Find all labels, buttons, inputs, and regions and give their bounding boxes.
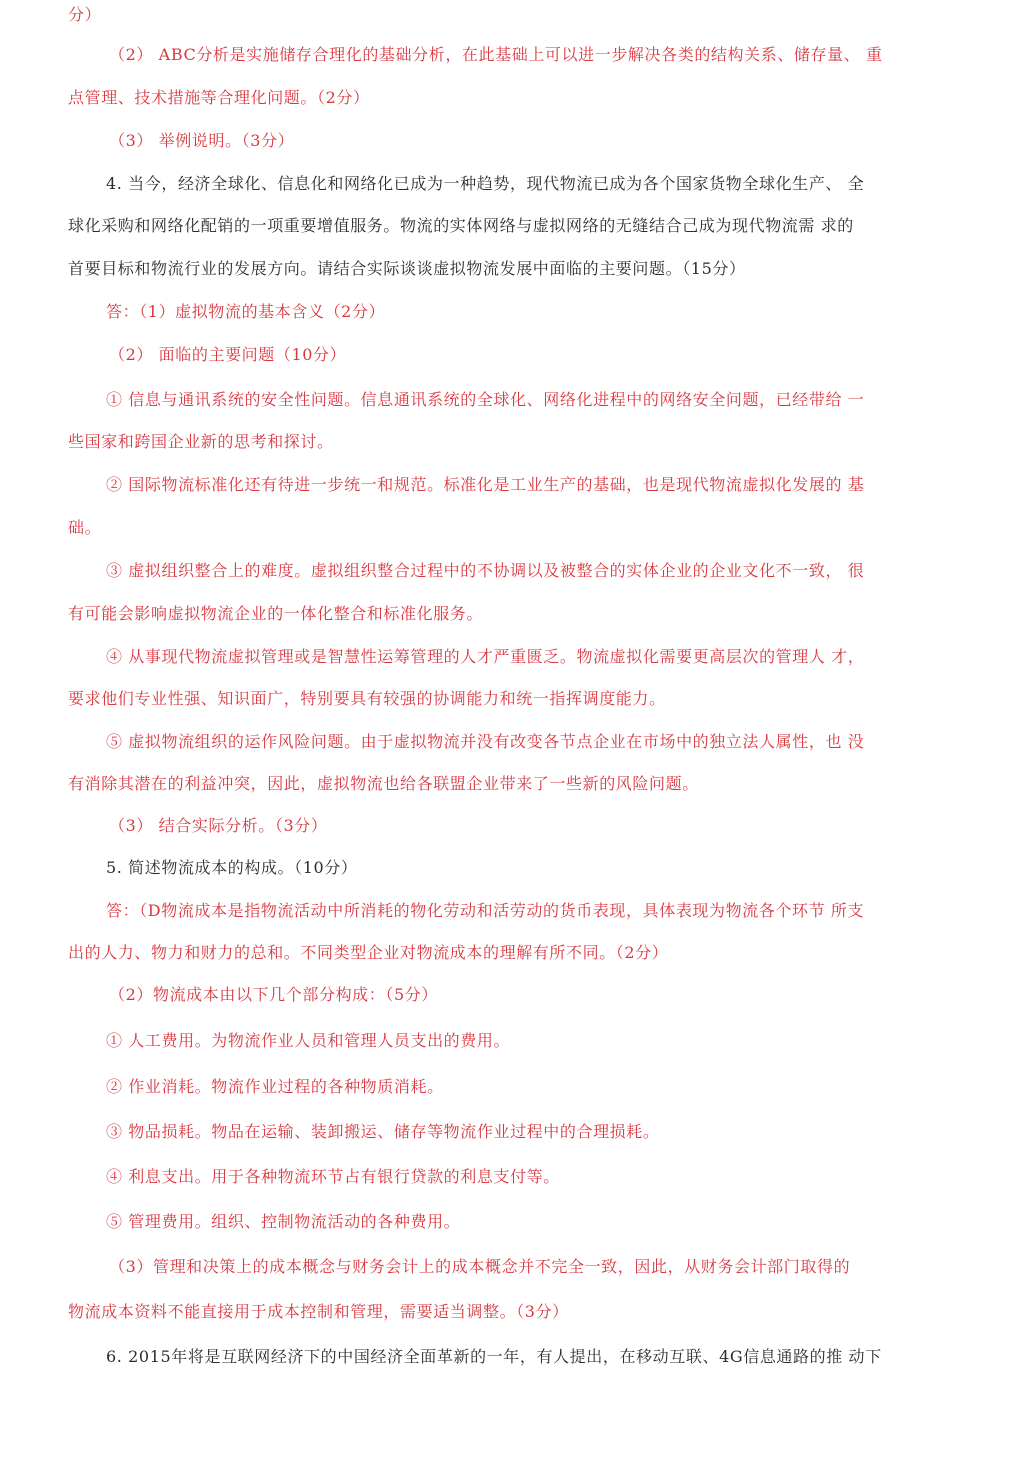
answer-line: ② 国际物流标准化还有待进一步统一和规范。标准化是工业生产的基础，也是现代物流虚拟化发展的 基 (106, 475, 865, 494)
answer-line: 出的人力、物力和财力的总和。不同类型企业对物流成本的理解有所不同。（2分） (68, 943, 669, 962)
answer-line: 物流成本资料不能直接用于成本控制和管理，需要适当调整。（3分） (68, 1302, 569, 1321)
answer-line: ③ 物品损耗。物品在运输、装卸搬运、储存等物流作业过程中的合理损耗。 (106, 1122, 660, 1141)
answer-line: ③ 虚拟组织整合上的难度。虚拟组织整合过程中的不协调以及被整合的实体企业的企业文化不一致， 很 (106, 561, 865, 580)
text-line: 点管理、技术措施等合理化问题。（2分） (68, 88, 370, 107)
answer-line: 础。 (68, 518, 102, 537)
answer-line: ④ 利息支出。用于各种物流环节占有银行贷款的利息支付等。 (106, 1167, 560, 1186)
answer-line: ⑤ 管理费用。组织、控制物流活动的各种费用。 (106, 1212, 461, 1231)
question-line: 6. 2015年将是互联网经济下的中国经济全面革新的一年，有人提出，在移动互联、4G信息通路的推 动下 (106, 1347, 882, 1366)
text-line: （2） ABC分析是实施储存合理化的基础分析，在此基础上可以进一步解决各类的结构关系、储存量、 重 (109, 45, 883, 64)
answer-line: ⑤ 虚拟物流组织的运作风险问题。由于虚拟物流并没有改变各节点企业在市场中的独立法人属性，也 没 (106, 732, 865, 751)
answer-line: （3）管理和决策上的成本概念与财务会计上的成本概念并不完全一致，因此，从财务会计部门取得的 (109, 1257, 851, 1276)
answer-line: ④ 从事现代物流虚拟管理或是智慧性运筹管理的人才严重匮乏。物流虚拟化需要更高层次的管理人 才， (106, 647, 865, 666)
text-line: 分） (68, 5, 102, 24)
answer-line: ② 作业消耗。物流作业过程的各种物质消耗。 (106, 1077, 444, 1096)
answer-line: 答：（1）虚拟物流的基本含义（2分） (106, 302, 386, 321)
question-line: 球化采购和网络化配销的一项重要增值服务。物流的实体网络与虚拟网络的无缝结合己成为现代物流需 求的 (68, 216, 854, 235)
question-line: 4. 当今，经济全球化、信息化和网络化已成为一种趋势，现代物流已成为各个国家货物全球化生产、 全 (106, 174, 865, 193)
answer-line: （2） 面临的主要问题（10分） (109, 345, 347, 364)
answer-line: （3） 结合实际分析。（3分） (109, 816, 328, 835)
question-line: 5. 简述物流成本的构成。（10分） (106, 858, 358, 877)
answer-line: ① 人工费用。为物流作业人员和管理人员支出的费用。 (106, 1031, 511, 1050)
answer-line: 要求他们专业性强、知识面广，特别要具有较强的协调能力和统一指挥调度能力。 (68, 689, 666, 708)
question-line: 首要目标和物流行业的发展方向。请结合实际谈谈虚拟物流发展中面临的主要问题。（15分） (68, 259, 746, 278)
answer-line: 有消除其潜在的利益冲突，因此，虚拟物流也给各联盟企业带来了一些新的风险问题。 (68, 774, 699, 793)
answer-line: ① 信息与通讯系统的安全性问题。信息通讯系统的全球化、网络化进程中的网络安全问题，已经带给 一 (106, 390, 865, 409)
answer-line: 些国家和跨国企业新的思考和探讨。 (68, 432, 334, 451)
text-line: （3） 举例说明。（3分） (109, 131, 295, 150)
answer-line: 答：（D物流成本是指物流活动中所消耗的物化劳动和活劳动的货币表现，具体表现为物流各个环节 所支 (106, 901, 865, 920)
answer-line: 有可能会影响虚拟物流企业的一体化整合和标准化服务。 (68, 604, 484, 623)
answer-line: （2）物流成本由以下几个部分构成：（5分） (109, 985, 438, 1004)
